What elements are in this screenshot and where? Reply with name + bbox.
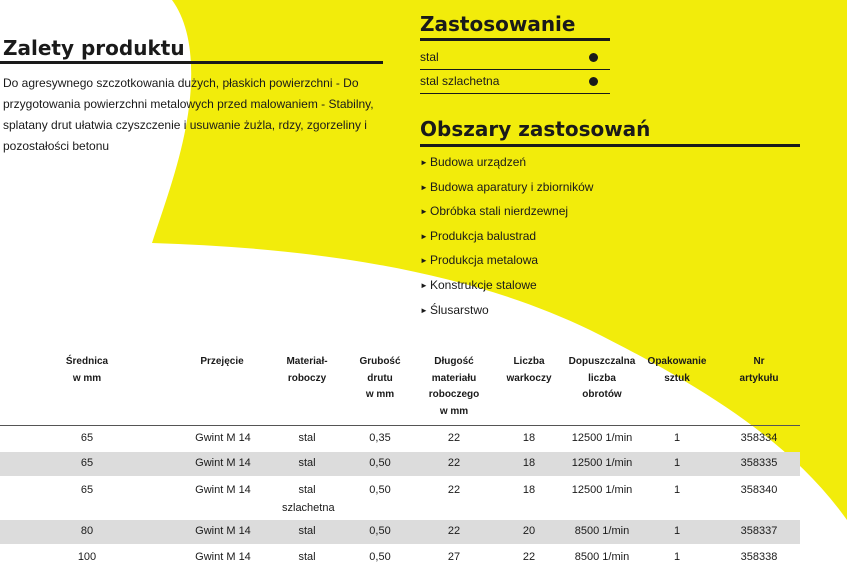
bullet-arrow-icon: ► bbox=[420, 182, 428, 192]
zastosowanie-item-label: stal szlachetna bbox=[420, 74, 500, 88]
column-header-przejecie: Przejęcie bbox=[200, 356, 244, 367]
column-header-grubosc: Grubość drutu w mm bbox=[359, 356, 401, 400]
obszary-item: ► Konstrukcje stalowe bbox=[420, 273, 593, 298]
obszary-title: Obszary zastosowań bbox=[420, 117, 651, 141]
zastosowanie-title: Zastosowanie bbox=[420, 12, 576, 36]
bullet-arrow-icon: ► bbox=[420, 305, 428, 315]
table-header-rule bbox=[0, 425, 800, 426]
zastosowanie-item-stal-szlachetna bbox=[420, 70, 610, 93]
bullet-arrow-icon: ► bbox=[420, 158, 428, 167]
zastosowanie-item-stal bbox=[420, 46, 610, 69]
zalety-title: Zalety produktu bbox=[3, 36, 185, 60]
bullet-arrow-icon: ► bbox=[420, 207, 428, 217]
column-header-dlugosc: Długość materiału roboczego w mm bbox=[428, 356, 480, 417]
obszary-item: ► Obróbka stali nierdzewnej bbox=[420, 199, 593, 224]
table-row: 80 Gwint M 14 stal 0,50 22 20 8500 1/min 1 358337 bbox=[0, 520, 800, 544]
column-header-material: Materiał- roboczy bbox=[286, 356, 328, 384]
bullet-arrow-icon: ► bbox=[420, 280, 428, 290]
applicable-dot-icon bbox=[589, 77, 598, 86]
column-header-opakowanie: Opakowanie sztuk bbox=[647, 356, 707, 384]
applicable-dot-icon bbox=[589, 53, 598, 62]
bullet-arrow-icon: ► bbox=[420, 256, 428, 266]
zastosowanie-title-rule bbox=[420, 38, 610, 41]
table-row: 65 Gwint M 14 stal 0,35 22 18 12500 1/min 1 358334 bbox=[80, 432, 778, 444]
column-header-nr-artykulu: Nr artykułu bbox=[739, 356, 779, 384]
obszary-item: ► Produkcja metalowa bbox=[420, 248, 593, 273]
column-header-obroty: Dopuszczalna liczba obrotów bbox=[568, 356, 636, 400]
obszary-item: ► Budowa aparatury i zbiorników bbox=[420, 175, 593, 200]
zastosowanie-item-label: stal bbox=[420, 50, 439, 64]
column-header-liczba-warkoczy: Liczba warkoczy bbox=[506, 356, 552, 384]
column-header-srednica: Średnica w mm bbox=[65, 356, 109, 384]
bullet-arrow-icon: ► bbox=[420, 231, 428, 241]
obszary-item: ► Budowa urządzeń bbox=[420, 150, 593, 175]
obszary-list bbox=[420, 150, 593, 322]
obszary-item: ► Ślusarstwo bbox=[420, 298, 593, 323]
zastosowanie-divider bbox=[420, 93, 610, 94]
obszary-item: ► Produkcja balustrad bbox=[420, 224, 593, 249]
table-row: 65 Gwint M 14 stal szlachetna 0,50 22 18 12500 1/min 1 358340 bbox=[80, 484, 778, 514]
zalety-description: Do agresywnego szczotkowania dużych, płaskich powierzchni - Do przygotowania powierzchni metalowych przed malowaniem - Stabilny, splatany drut ułatwia czyszczenie i usuwanie żużla, rdzy, zgorzeliny i pozostałości betonu bbox=[3, 76, 374, 153]
table-row: 100 Gwint M 14 stal 0,50 27 22 8500 1/min 1 358338 bbox=[77, 551, 778, 563]
table-row: 65 Gwint M 14 stal 0,50 22 18 12500 1/min 1 358335 bbox=[0, 452, 800, 476]
obszary-title-rule bbox=[420, 144, 800, 147]
zalety-title-rule bbox=[0, 61, 383, 64]
